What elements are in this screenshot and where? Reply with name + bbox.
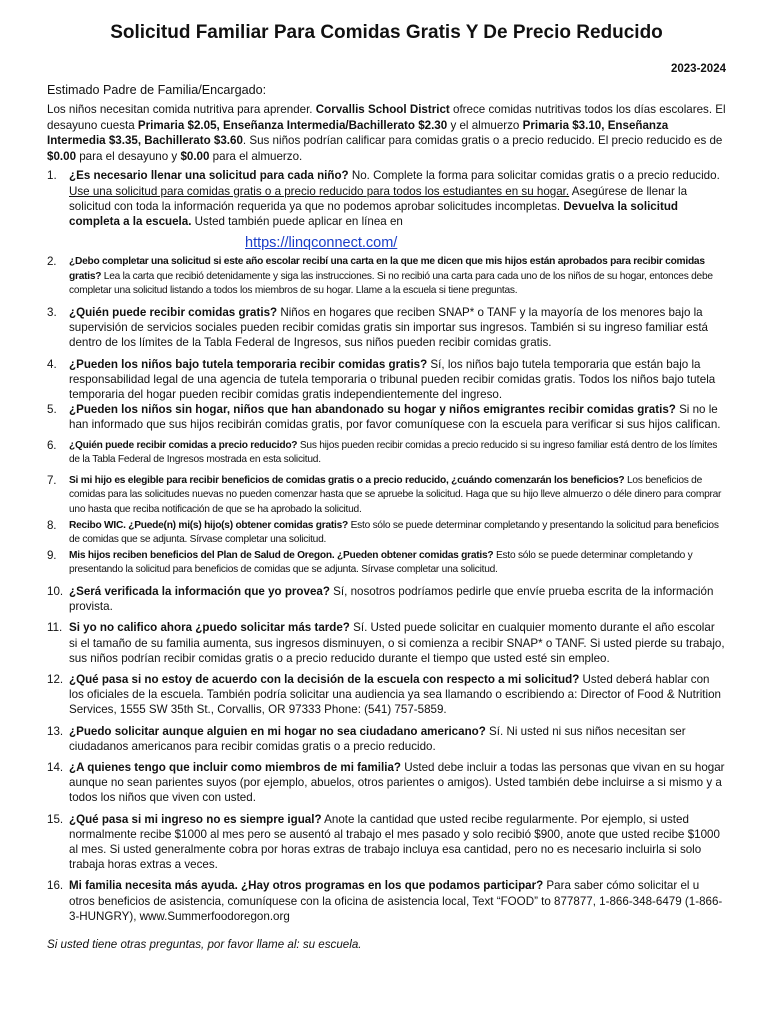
faq-item (47, 474, 726, 518)
faq-item (47, 549, 726, 578)
question: ¿Qué pasa si mi ingreso no es siempre igual? (69, 812, 322, 826)
intro-paragraph (47, 102, 726, 164)
faq-item (47, 724, 726, 754)
faq-item (47, 305, 726, 351)
item-number: 1. (47, 169, 57, 183)
answer: Sí, nosotros podríamos pedirle que envíe prueba escrita de la información provista. (69, 584, 714, 614)
faq-item (47, 812, 726, 873)
item-number: 13. (47, 724, 64, 738)
answer: No. Complete la forma para solicitar comidas gratis o a precio reducido. (348, 169, 720, 183)
question: Mis hijos reciben beneficios del Plan de Salud de Oregon. ¿Pueden obtener comidas gratis? (69, 549, 494, 561)
answer: Niños en hogares que reciben SNAP* o TANF y la mayoría de los menores bajo la supervisión de servicios sociales pueden recibir comidas gratis sin importar sus ingresos. También si su ingreso familiar está dentro de los límites de la Tabla Federal de Ingresos, sus niños pueden recibir comidas gratis. (69, 305, 709, 350)
faq-item (47, 519, 726, 548)
intro-text: y el almuerzo (447, 118, 523, 132)
question: ¿Pueden los niños bajo tutela temporaria recibir comidas gratis? (69, 357, 428, 371)
answer: Lea la carta que recibió detenidamente y siga las instrucciones. Si no recibió una carta para cada uno de los niños de su hogar, entonces debe completar una solicitud listando a todos los miembros de su hogar. Llame a la escuela si tiene preguntas. (69, 270, 713, 297)
answer: Sí. Usted puede solicitar en cualquier momento durante el año escolar si el tamaño de su familia aumenta, sus ingresos disminuyen, o si comienza a recibir SNAP* o TANF. Si usted pierde su trabajo, sus niños podrían recibir comidas gratis o a precio reducido durante el tiempo que usted esté sin empleo. (69, 621, 725, 665)
item-number: 7. (47, 473, 57, 487)
answer: Si no le han informado que sus hijos recibirán comidas gratis, por favor comuníquese con la escuela para verificar si sus hijos califican. (69, 403, 721, 432)
lunch-prices: Primaria $3.10, Enseñanza Intermedia $3.35, Bachillerato $3.60 (47, 118, 669, 148)
intro-text: para el almuerzo. (209, 149, 303, 163)
reduced-breakfast-price: $0.00 (47, 149, 77, 163)
item-number: 10. (47, 584, 64, 598)
intro-text: para el desayuno y (76, 149, 181, 163)
intro-text: ofrece comidas nutritivas todos los días escolares. El desayuno cuesta (47, 103, 726, 132)
question: ¿Qué pasa si no estoy de acuerdo con la decisión de la escuela con respecto a mi solicitud? (69, 672, 580, 686)
faq-item (47, 439, 726, 468)
intro-text: . Sus niños podrían calificar para comidas gratis o a precio reducido. El precio reducido es de (242, 134, 723, 148)
question: Si mi hijo es elegible para recibir beneficios de comidas gratis o a precio reducido, ¿cuándo comenzarán los beneficios? (69, 474, 625, 486)
item-number: 6. (47, 438, 57, 452)
faq-item (47, 672, 726, 718)
item-number: 16. (47, 879, 64, 893)
faq-item (47, 255, 726, 299)
item-number: 2. (47, 255, 57, 269)
item-number: 3. (47, 305, 57, 319)
answer: Usted también puede aplicar en línea en (191, 214, 403, 228)
answer: Esto sólo se puede determinar completando y presentando la solicitud para beneficios de comidas que se adjunta. Sírvase completar una solicitud. (69, 519, 719, 546)
page-title: Solicitud Familiar Para Comidas Gratis Y De Precio Reducido (110, 22, 663, 43)
item-number: 11. (47, 621, 63, 635)
item-number: 15. (47, 812, 64, 826)
question: ¿A quienes tengo que incluir como miembros de mi familia? (69, 760, 401, 774)
question: ¿Es necesario llenar una solicitud para cada niño? (69, 169, 349, 183)
item-number: 8. (47, 518, 57, 532)
faq-item (47, 620, 726, 666)
item-number: 14. (47, 760, 64, 774)
answer-underlined: Use una solicitud para comidas gratis o a precio reducido para todos los estudiantes en su hogar. (69, 184, 570, 198)
faq-item (47, 760, 726, 806)
faq-item (47, 402, 726, 432)
question: ¿Pueden los niños sin hogar, niños que han abandonado su hogar y niños emigrantes recibir comidas gratis? (69, 403, 676, 417)
reduced-lunch-price: $0.00 (180, 149, 210, 163)
item-number: 5. (47, 403, 57, 417)
answer: Anote la cantidad que usted recibe regularmente. Por ejemplo, si usted normalmente recibe $1000 al mes pero se ausentó al trabajo el mes pasado y solo recibió $900, anote que usted recibe $1000 al mes. Si usted generalmente cobra por horas extras de trabajo incluya esa cantidad, pero no es necesario incluirla si solo trabaja horas extras a veces. (69, 812, 720, 872)
intro-text: Los niños necesitan comida nutritiva para aprender. (47, 103, 316, 116)
question: ¿Debo completar una solicitud si este año escolar recibí una carta en la que me dicen que mis hijos están aprobados para recibir comidas gratis? (69, 256, 705, 282)
answer: Sí. Ni usted ni sus niños necesitan ser ciudadanos americanos para recibir comidas gratis o a precio reducido. (69, 724, 686, 753)
greeting: Estimado Padre de Familia/Encargado: (47, 83, 267, 97)
breakfast-prices: Primaria $2.05, Enseñanza Intermedia/Bachillerato $2.30 (137, 118, 448, 132)
answer: Sí, los niños bajo tutela temporaria que están bajo la responsabilidad legal de una agencia de tutela temporaria o tribunal pueden recibir comidas gratis. Todos los niños bajo tutela temporaria del hogar pueden recibir comidas gratis independientemente del ingreso. (69, 357, 716, 401)
district-name: Corvallis School District (315, 103, 450, 116)
item-number: 12. (47, 672, 64, 686)
faq-item (47, 584, 726, 614)
answer: Usted debe incluir a todas las personas que vivan en su hogar aunque no sean parientes suyos (por ejemplo, abuelos, otros parientes o amigos). Usted también debe incluirse a si mismo y a todos los niños que viven con usted. (69, 760, 725, 805)
answer: Para saber cómo solicitar el u otros beneficios de asistencia, comuníquese con la oficina de asistencia local, Text “FOOD” to 877877, 1-866-348-6479 (1-866-3-HUNGRY), www.Summerfoodoregon.org (69, 879, 723, 923)
school-year: 2023-2024 (671, 63, 726, 75)
question: ¿Quién puede recibir comidas gratis? (69, 305, 278, 319)
link-line (69, 233, 726, 253)
question: Recibo WIC. ¿Puede(n) mi(s) hijo(s) obtener comidas gratis? (69, 519, 349, 531)
question: Mi familia necesita más ayuda. ¿Hay otros programas en los que podamos participar? (69, 879, 544, 893)
question: ¿Quién puede recibir comidas a precio reducido? (69, 439, 298, 451)
answer: Esto sólo se puede determinar completando y presentando la solicitud para beneficios de comidas que se adjunta. Sírvase completar una solicitud. (69, 549, 693, 576)
faq-item (47, 168, 726, 253)
item-number: 9. (47, 548, 57, 562)
answer: Sus hijos pueden recibir comidas a precio reducido si su ingreso familiar está dentro de los límites de la Tabla Federal de Ingresos mostrada en esta solicitud. (69, 439, 718, 466)
question: ¿Puedo solicitar aunque alguien en mi hogar no sea ciudadano americano? (69, 724, 486, 738)
question: ¿Será verificada la información que yo provea? (69, 584, 330, 598)
item-number: 4. (47, 357, 57, 371)
answer-bold: Devuelva la solicitud completa a la escuela. (69, 199, 679, 228)
faq-item (47, 878, 726, 924)
answer: Asegúrese de llenar la solicitud con toda la información requerida ya que no podemos aprobar solicitudes incompletas. (69, 184, 688, 213)
footer-note: Si usted tiene otras preguntas, por favor llame al: su escuela. (47, 938, 362, 951)
faq-item (47, 357, 726, 403)
faq-list (47, 168, 726, 924)
answer: Usted deberá hablar con los oficiales de la escuela. También podría solicitar una audiencia ya sea llamando o escribiendo a: Director of Food & Nutrition Services, 1555 SW 35th St., Corvallis, OR 97333 Phone: (541) 757-5859. (69, 672, 721, 717)
answer: Los beneficios de comidas para las solicitudes nuevas no pueden comenzar hasta que se apruebe la solicitud. Haga que su hijo lleve almuerzo o déle dinero para comprar uno hasta que reciba notificación de que se ha aprobado la solicitud. (69, 474, 722, 515)
online-application-link[interactable]: https://linqconnect.com/ (245, 235, 398, 252)
question: Si yo no califico ahora ¿puedo solicitar más tarde? (69, 621, 350, 635)
